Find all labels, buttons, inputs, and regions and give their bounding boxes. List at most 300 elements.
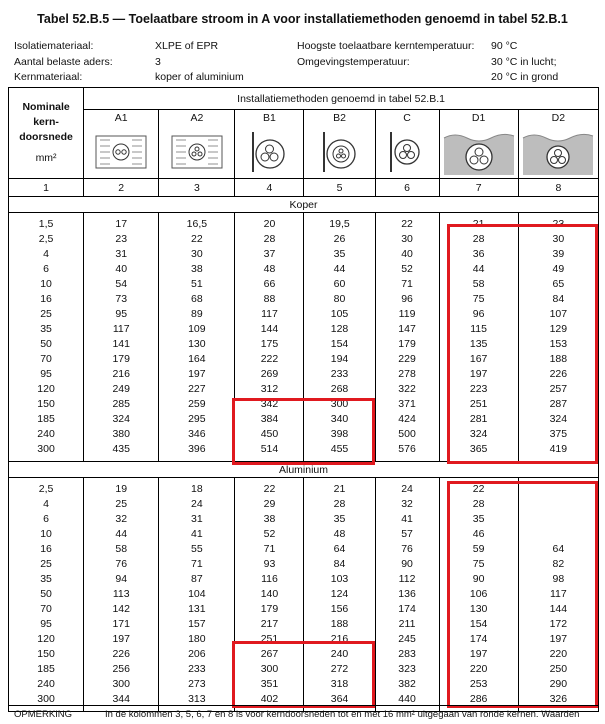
- current-value-cell: 324: [518, 412, 598, 427]
- current-value-cell: 23: [518, 217, 598, 232]
- current-value-cell: 76: [84, 557, 159, 572]
- current-value-cell: 119: [375, 307, 439, 322]
- current-value-cell: 396: [159, 442, 235, 457]
- table-row: [9, 587, 599, 602]
- current-value-cell: 19: [84, 482, 159, 497]
- col-header-c: C: [375, 110, 439, 127]
- current-value-cell: 324: [84, 412, 159, 427]
- current-value-cell: 226: [84, 647, 159, 662]
- current-value-cell: 38: [235, 512, 304, 527]
- current-value-cell: 30: [159, 247, 235, 262]
- current-value-cell: 240: [304, 647, 375, 662]
- col-header-a1: A1: [84, 110, 159, 127]
- current-value-cell: 107: [518, 307, 598, 322]
- current-value-cell: 22: [375, 217, 439, 232]
- current-value-cell: 136: [375, 587, 439, 602]
- table-row: [9, 262, 599, 277]
- conduit-multicore-on-wall-icon: [304, 126, 375, 179]
- current-value-cell: 130: [159, 337, 235, 352]
- current-value-cell: [518, 482, 598, 497]
- current-value-cell: 171: [84, 617, 159, 632]
- meta-label-ambient-temp: Omgevingstemperatuur:: [297, 56, 410, 68]
- current-value-cell: 251: [235, 632, 304, 647]
- current-value-cell: 24: [375, 482, 439, 497]
- current-value-cell: 117: [518, 587, 598, 602]
- current-value-cell: 167: [439, 352, 518, 367]
- current-value-cell: 65: [518, 277, 598, 292]
- current-value-cell: 179: [84, 352, 159, 367]
- current-value-cell: 28: [304, 497, 375, 512]
- current-value-cell: 281: [439, 412, 518, 427]
- current-value-cell: 36: [439, 247, 518, 262]
- cross-section-cell: 95: [40, 368, 52, 380]
- current-value-cell: 220: [439, 662, 518, 677]
- col-number: 4: [235, 179, 304, 197]
- table-row: [9, 322, 599, 337]
- current-value-cell: 38: [159, 262, 235, 277]
- remark-text: In de kolommen 3, 5, 6, 7 en 8 is voor kerndoorsneden tot en met 16 mm² uitgegaan van ronde kernen. Waarden: [105, 709, 580, 720]
- aluminium-section-header: Aluminium: [9, 462, 599, 478]
- current-value-cell: 18: [159, 482, 235, 497]
- current-value-cell: 144: [235, 322, 304, 337]
- current-value-cell: 112: [375, 572, 439, 587]
- current-value-cell: 109: [159, 322, 235, 337]
- current-value-cell: 90: [439, 572, 518, 587]
- meta-value-core-material: koper of aluminium: [155, 71, 244, 83]
- table-row: [9, 442, 599, 457]
- col-header-d2: D2: [518, 110, 598, 127]
- current-value-cell: 256: [84, 662, 159, 677]
- cross-section-cell: 25: [40, 308, 52, 320]
- current-value-cell: 28: [439, 232, 518, 247]
- current-value-cell: 450: [235, 427, 304, 442]
- corner-line-3: doorsnede: [19, 131, 73, 143]
- current-value-cell: 66: [235, 277, 304, 292]
- current-value-cell: 188: [518, 352, 598, 367]
- current-value-cell: 48: [235, 262, 304, 277]
- current-value-cell: 54: [84, 277, 159, 292]
- table-row: [9, 512, 599, 527]
- current-value-cell: 80: [304, 292, 375, 307]
- current-value-cell: 440: [375, 692, 439, 707]
- col-number: 5: [304, 179, 375, 197]
- cross-section-cell: 120: [37, 633, 55, 645]
- current-value-cell: 96: [439, 307, 518, 322]
- col-number: 7: [439, 179, 518, 197]
- current-value-cell: 194: [304, 352, 375, 367]
- wall-insulated-multicore-icon: [159, 126, 235, 179]
- current-value-cell: 26: [304, 232, 375, 247]
- current-value-cell: 98: [518, 572, 598, 587]
- conduit-on-wall-icon: [235, 126, 304, 179]
- current-rating-table: [8, 87, 599, 712]
- current-value-cell: 71: [235, 542, 304, 557]
- cross-section-cell: 16: [40, 543, 52, 555]
- table-row: [9, 527, 599, 542]
- current-value-cell: 312: [235, 382, 304, 397]
- current-value-cell: 44: [304, 262, 375, 277]
- current-value-cell: 31: [159, 512, 235, 527]
- current-value-cell: 179: [235, 602, 304, 617]
- current-value-cell: 40: [84, 262, 159, 277]
- current-value-cell: 117: [84, 322, 159, 337]
- current-value-cell: 32: [375, 497, 439, 512]
- cross-section-cell: 2,5: [38, 233, 54, 245]
- table-row: [9, 677, 599, 692]
- cross-section-cell: 16: [40, 293, 52, 305]
- current-value-cell: 217: [235, 617, 304, 632]
- meta-label-max-temp: Hoogste toelaatbare kerntemperatuur:: [297, 40, 475, 52]
- meta-value-max-temp: 90 °C: [491, 40, 518, 52]
- meta-label-core-material: Kernmateriaal:: [14, 71, 83, 83]
- current-value-cell: 82: [518, 557, 598, 572]
- cross-section-cell: 240: [37, 428, 55, 440]
- current-value-cell: 52: [235, 527, 304, 542]
- current-value-cell: 141: [84, 337, 159, 352]
- col-header-b2: B2: [304, 110, 375, 127]
- current-value-cell: 103: [304, 572, 375, 587]
- current-value-cell: 227: [159, 382, 235, 397]
- current-value-cell: 269: [235, 367, 304, 382]
- current-value-cell: 197: [439, 647, 518, 662]
- current-value-cell: 76: [375, 542, 439, 557]
- cross-section-cell: 10: [40, 278, 52, 290]
- current-value-cell: 41: [159, 527, 235, 542]
- current-value-cell: 32: [84, 512, 159, 527]
- cross-section-cell: 1,5: [38, 218, 54, 230]
- col-header-a2: A2: [159, 110, 235, 127]
- current-value-cell: 424: [375, 412, 439, 427]
- cross-section-cell: 185: [37, 663, 55, 675]
- current-value-cell: 30: [518, 232, 598, 247]
- current-value-cell: 95: [84, 307, 159, 322]
- current-value-cell: 60: [304, 277, 375, 292]
- current-value-cell: 37: [235, 247, 304, 262]
- current-value-cell: 300: [304, 397, 375, 412]
- current-value-cell: 197: [439, 367, 518, 382]
- current-value-cell: 140: [235, 587, 304, 602]
- current-value-cell: 286: [439, 692, 518, 707]
- current-value-cell: 223: [439, 382, 518, 397]
- current-value-cell: 419: [518, 442, 598, 457]
- current-value-cell: 326: [518, 692, 598, 707]
- current-value-cell: 290: [518, 677, 598, 692]
- current-value-cell: 28: [235, 232, 304, 247]
- current-value-cell: 41: [375, 512, 439, 527]
- current-value-cell: 35: [439, 512, 518, 527]
- current-value-cell: 180: [159, 632, 235, 647]
- current-value-cell: 23: [84, 232, 159, 247]
- current-value-cell: 175: [235, 337, 304, 352]
- current-value-cell: 35: [304, 247, 375, 262]
- current-value-cell: 21: [304, 482, 375, 497]
- current-value-cell: 49: [518, 262, 598, 277]
- current-value-cell: 51: [159, 277, 235, 292]
- cross-section-cell: 50: [40, 338, 52, 350]
- current-value-cell: 179: [375, 337, 439, 352]
- current-value-cell: [518, 497, 598, 512]
- current-value-cell: 300: [84, 677, 159, 692]
- current-value-cell: 131: [159, 602, 235, 617]
- table-row: [9, 497, 599, 512]
- current-value-cell: 346: [159, 427, 235, 442]
- current-value-cell: 233: [159, 662, 235, 677]
- current-value-cell: 257: [518, 382, 598, 397]
- current-value-cell: 44: [439, 262, 518, 277]
- current-value-cell: 197: [518, 632, 598, 647]
- table-row: [9, 647, 599, 662]
- col-header-b1: B1: [235, 110, 304, 127]
- col-number: 3: [159, 179, 235, 197]
- table-row: [9, 632, 599, 647]
- cross-section-cell: 70: [40, 353, 52, 365]
- current-value-cell: 384: [235, 412, 304, 427]
- current-value-cell: 64: [304, 542, 375, 557]
- current-value-cell: 55: [159, 542, 235, 557]
- table-row: [9, 367, 599, 382]
- current-value-cell: 16,5: [159, 217, 235, 232]
- col-number: 6: [375, 179, 439, 197]
- meta-label-insulation: Isolatiemateriaal:: [14, 40, 94, 52]
- current-value-cell: 84: [304, 557, 375, 572]
- current-value-cell: 44: [84, 527, 159, 542]
- current-value-cell: 17: [84, 217, 159, 232]
- current-value-cell: 226: [518, 367, 598, 382]
- current-value-cell: 52: [375, 262, 439, 277]
- cross-section-cell: 150: [37, 648, 55, 660]
- current-value-cell: [518, 527, 598, 542]
- current-value-cell: 380: [84, 427, 159, 442]
- current-value-cell: 435: [84, 442, 159, 457]
- current-value-cell: 313: [159, 692, 235, 707]
- current-value-cell: 89: [159, 307, 235, 322]
- meta-label-loaded-cores: Aantal belaste aders:: [14, 56, 113, 68]
- current-value-cell: 164: [159, 352, 235, 367]
- current-value-cell: 22: [439, 482, 518, 497]
- current-value-cell: 272: [304, 662, 375, 677]
- cable-on-wall-icon: [375, 126, 439, 179]
- cross-section-cell: 240: [37, 678, 55, 690]
- current-value-cell: 402: [235, 692, 304, 707]
- cross-section-cell: 10: [40, 528, 52, 540]
- current-value-cell: 197: [159, 367, 235, 382]
- cross-section-cell: 70: [40, 603, 52, 615]
- current-value-cell: 500: [375, 427, 439, 442]
- table-row: [9, 217, 599, 232]
- current-value-cell: 30: [375, 232, 439, 247]
- current-value-cell: 398: [304, 427, 375, 442]
- current-value-cell: 216: [84, 367, 159, 382]
- duct-in-ground-icon: [439, 126, 518, 179]
- current-value-cell: [518, 512, 598, 527]
- current-value-cell: 31: [84, 247, 159, 262]
- table-row: [9, 352, 599, 367]
- cross-section-cell: 95: [40, 618, 52, 630]
- remark-note: [8, 705, 599, 724]
- current-value-cell: 25: [84, 497, 159, 512]
- current-value-cell: 135: [439, 337, 518, 352]
- table-row: [9, 247, 599, 262]
- current-value-cell: 351: [235, 677, 304, 692]
- corner-line-2: kern-: [33, 116, 59, 128]
- current-value-cell: 324: [439, 427, 518, 442]
- current-value-cell: 382: [375, 677, 439, 692]
- current-value-cell: 20: [235, 217, 304, 232]
- current-value-cell: 514: [235, 442, 304, 457]
- current-value-cell: 128: [304, 322, 375, 337]
- meta-value-ambient-air: 30 °C in lucht;: [491, 56, 557, 68]
- current-value-cell: 68: [159, 292, 235, 307]
- cable-in-ground-icon: [518, 126, 598, 179]
- current-value-cell: 71: [375, 277, 439, 292]
- table-row: [9, 382, 599, 397]
- current-value-cell: 267: [235, 647, 304, 662]
- current-value-cell: 113: [84, 587, 159, 602]
- current-value-cell: 174: [439, 632, 518, 647]
- cross-section-cell: 300: [37, 443, 55, 455]
- current-value-cell: 245: [375, 632, 439, 647]
- corner-unit: mm²: [35, 152, 57, 164]
- current-value-cell: 130: [439, 602, 518, 617]
- current-value-cell: 115: [439, 322, 518, 337]
- current-value-cell: 322: [375, 382, 439, 397]
- cross-section-cell: 2,5: [38, 483, 54, 495]
- corner-line-1: Nominale: [22, 101, 70, 113]
- current-value-cell: 340: [304, 412, 375, 427]
- current-value-cell: 285: [84, 397, 159, 412]
- methods-group-header: Installatiemethoden genoemd in tabel 52.B.1: [84, 88, 599, 110]
- current-value-cell: 124: [304, 587, 375, 602]
- cross-section-cell: 4: [43, 498, 49, 510]
- current-value-cell: 142: [84, 602, 159, 617]
- current-value-cell: 375: [518, 427, 598, 442]
- current-value-cell: 147: [375, 322, 439, 337]
- current-value-cell: 153: [518, 337, 598, 352]
- current-value-cell: 24: [159, 497, 235, 512]
- current-value-cell: 48: [304, 527, 375, 542]
- table-row: [9, 427, 599, 442]
- current-value-cell: 106: [439, 587, 518, 602]
- table-row: [9, 617, 599, 632]
- cross-section-cell: 185: [37, 413, 55, 425]
- table-row: [9, 602, 599, 617]
- current-value-cell: 250: [518, 662, 598, 677]
- meta-value-ambient-ground: 20 °C in grond: [491, 71, 559, 83]
- current-value-cell: 259: [159, 397, 235, 412]
- current-value-cell: 157: [159, 617, 235, 632]
- current-value-cell: 287: [518, 397, 598, 412]
- current-value-cell: 29: [235, 497, 304, 512]
- cross-section-cell: 50: [40, 588, 52, 600]
- current-value-cell: 57: [375, 527, 439, 542]
- size-column-header: [9, 88, 84, 179]
- current-value-cell: 105: [304, 307, 375, 322]
- current-value-cell: 59: [439, 542, 518, 557]
- table-row: [9, 337, 599, 352]
- table-row: [9, 307, 599, 322]
- current-value-cell: 295: [159, 412, 235, 427]
- meta-value-loaded-cores: 3: [155, 56, 161, 68]
- current-value-cell: 154: [439, 617, 518, 632]
- table-title: Tabel 52.B.5 — Toelaatbare stroom in A voor installatiemethoden genoemd in tabel 52.B.1: [37, 12, 568, 26]
- col-header-d1: D1: [439, 110, 518, 127]
- current-value-cell: 229: [375, 352, 439, 367]
- table-row: [9, 232, 599, 247]
- current-value-cell: 39: [518, 247, 598, 262]
- cross-section-cell: 25: [40, 558, 52, 570]
- table-row: [9, 412, 599, 427]
- current-value-cell: 96: [375, 292, 439, 307]
- current-value-cell: 73: [84, 292, 159, 307]
- current-value-cell: 233: [304, 367, 375, 382]
- cross-section-cell: 35: [40, 573, 52, 585]
- col-number: 1: [9, 179, 84, 197]
- cross-section-cell: 35: [40, 323, 52, 335]
- current-value-cell: 58: [439, 277, 518, 292]
- current-value-cell: 344: [84, 692, 159, 707]
- copper-section-header: Koper: [9, 197, 599, 213]
- current-value-cell: 46: [439, 527, 518, 542]
- table-row: [9, 572, 599, 587]
- current-value-cell: 172: [518, 617, 598, 632]
- current-value-cell: 116: [235, 572, 304, 587]
- wall-insulated-cable-icon: [84, 126, 159, 179]
- current-value-cell: 323: [375, 662, 439, 677]
- current-value-cell: 22: [159, 232, 235, 247]
- table-row: [9, 662, 599, 677]
- col-number: 8: [518, 179, 598, 197]
- current-value-cell: 28: [439, 497, 518, 512]
- current-value-cell: 273: [159, 677, 235, 692]
- cross-section-cell: 4: [43, 248, 49, 260]
- table-row: [9, 397, 599, 412]
- current-value-cell: 94: [84, 572, 159, 587]
- current-value-cell: 455: [304, 442, 375, 457]
- current-value-cell: 22: [235, 482, 304, 497]
- current-value-cell: 40: [375, 247, 439, 262]
- cross-section-cell: 300: [37, 693, 55, 705]
- col-number: 2: [84, 179, 159, 197]
- cross-section-cell: 6: [43, 513, 49, 525]
- current-value-cell: 144: [518, 602, 598, 617]
- current-value-cell: 300: [235, 662, 304, 677]
- cross-section-cell: 150: [37, 398, 55, 410]
- current-value-cell: 64: [518, 542, 598, 557]
- current-value-cell: 35: [304, 512, 375, 527]
- current-value-cell: 21: [439, 217, 518, 232]
- current-value-cell: 87: [159, 572, 235, 587]
- current-value-cell: 129: [518, 322, 598, 337]
- cross-section-cell: 120: [37, 383, 55, 395]
- current-value-cell: 365: [439, 442, 518, 457]
- current-value-cell: 90: [375, 557, 439, 572]
- current-value-cell: 364: [304, 692, 375, 707]
- current-value-cell: 278: [375, 367, 439, 382]
- current-value-cell: 249: [84, 382, 159, 397]
- current-value-cell: 206: [159, 647, 235, 662]
- current-value-cell: 75: [439, 557, 518, 572]
- cross-section-cell: 6: [43, 263, 49, 275]
- current-value-cell: 71: [159, 557, 235, 572]
- current-value-cell: 154: [304, 337, 375, 352]
- current-value-cell: 84: [518, 292, 598, 307]
- table-row: [9, 482, 599, 497]
- current-value-cell: 342: [235, 397, 304, 412]
- current-value-cell: 216: [304, 632, 375, 647]
- table-row: [9, 277, 599, 292]
- current-value-cell: 156: [304, 602, 375, 617]
- remark-label: OPMERKING: [14, 709, 73, 720]
